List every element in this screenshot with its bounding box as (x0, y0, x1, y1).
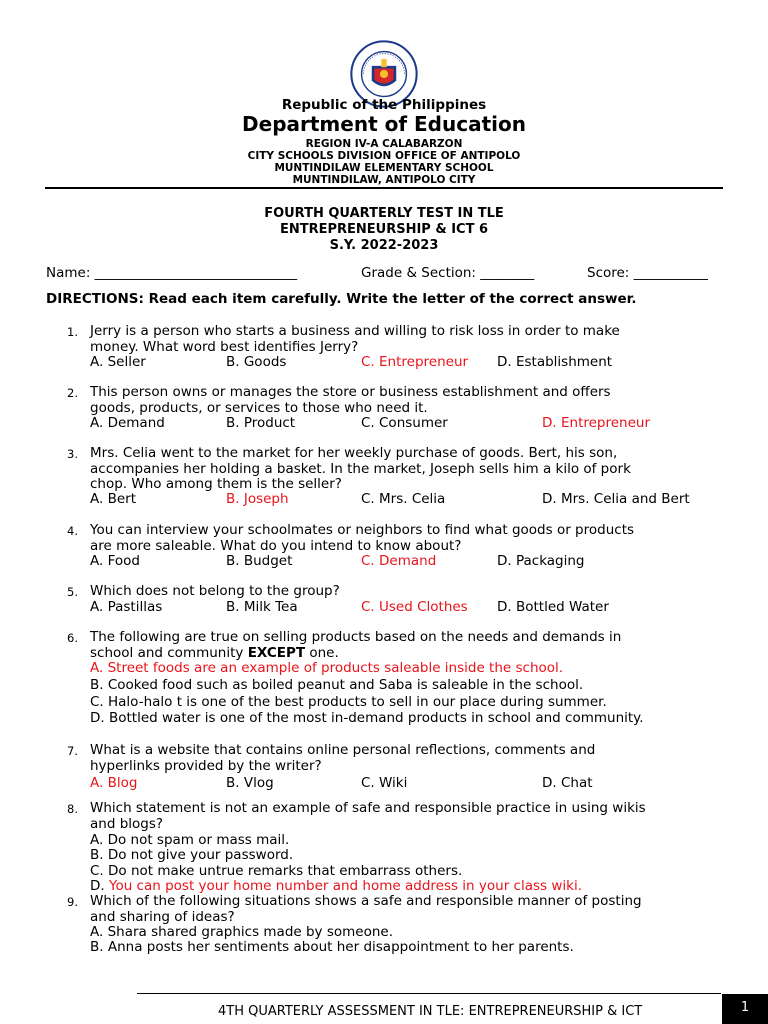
question-text (90, 894, 720, 925)
footer-text: 4TH QUARTERLY ASSESSMENT IN TLE: ENTREPRENEURSHIP & ICT (218, 1004, 643, 1019)
question-number: 9. (67, 895, 78, 909)
option-d: D. Packaging (497, 553, 585, 569)
question-line: money. What word best identifies Jerry? (90, 338, 359, 355)
question-line: This person owns or manages the store or business establishment and offers (90, 384, 611, 400)
option-b: B. Do not give your password. (90, 847, 294, 863)
question-line: chop. Who among them is the seller? (90, 476, 342, 492)
question-text (90, 523, 720, 554)
test-title-line2: ENTREPRENEURSHIP & ICT 6 (279, 222, 489, 237)
option-d: D. Establishment (497, 354, 613, 370)
question-line-part: school and community (90, 644, 248, 661)
option-a-correct: A. Blog (90, 775, 138, 791)
score-field[interactable]: Score: ___________ (587, 265, 708, 281)
option-a: A. Seller (90, 354, 146, 370)
grade-section-field[interactable]: Grade & Section: ________ (361, 265, 535, 281)
question-number: 8. (67, 802, 78, 816)
question-line: and sharing of ideas? (90, 908, 235, 925)
option-c: C. Do not make untrue remarks that embarrass others. (90, 863, 463, 879)
question-number: 1. (67, 325, 78, 339)
option-b: B. Vlog (226, 775, 274, 791)
name-field[interactable]: Name: ______________________________ (46, 265, 298, 281)
region-line: REGION IV-A CALABARZON (305, 138, 463, 150)
question-line (90, 646, 720, 662)
option-c-correct: C. Entrepreneur (361, 354, 469, 370)
test-title-line3: S.Y. 2022-2023 (329, 238, 439, 253)
question-text (90, 324, 720, 355)
option-b: B. Anna posts her sentiments about her disappointment to her parents. (90, 939, 574, 955)
question-line-part: one. (305, 644, 339, 661)
question-text (90, 801, 720, 832)
question-number: 7. (67, 744, 78, 758)
address-line: MUNTINDILAW, ANTIPOLO CITY (292, 174, 476, 186)
directions: DIRECTIONS: Read each item carefully. Write the letter of the correct answer. (46, 291, 637, 307)
question-text (90, 385, 720, 416)
question-number: 2. (67, 386, 78, 400)
question-line: Jerry is a person who starts a business and willing to risk loss in order to make (90, 323, 620, 339)
question-text (90, 630, 720, 661)
division-line: CITY SCHOOLS DIVISION OFFICE OF ANTIPOLO (247, 150, 521, 162)
question-line: What is a website that contains online personal reflections, comments and (90, 742, 596, 758)
option-c: C. Consumer (361, 415, 448, 431)
question-line: Mrs. Celia went to the market for her weekly purchase of goods. Bert, his son, (90, 445, 618, 461)
option-c-correct: C. Used Clothes (361, 599, 468, 615)
question-text (90, 743, 720, 774)
test-title (0, 206, 768, 254)
question-line: You can interview your schoolmates or neighbors to find what goods or products (90, 522, 635, 538)
question-number: 6. (67, 631, 78, 645)
header-divider (45, 187, 723, 189)
option-c: C. Wiki (361, 775, 408, 791)
option-d-correct: D. Entrepreneur (542, 415, 651, 431)
option-a: A. Shara shared graphics made by someone. (90, 924, 393, 940)
test-title-line1: FOURTH QUARTERLY TEST IN TLE (264, 206, 504, 221)
question-line: Which does not belong to the group? (90, 583, 340, 599)
option-a: A. Do not spam or mass mail. (90, 832, 290, 848)
question-number: 3. (67, 447, 78, 461)
question-line: are more saleable. What do you intend to know about? (90, 537, 462, 554)
option-c-correct: C. Demand (361, 553, 437, 569)
republic-heading: Republic of the Philippines (281, 97, 487, 113)
question-line: and blogs? (90, 815, 164, 832)
footer-divider (137, 993, 721, 994)
question-line: accompanies her holding a basket. In the market, Joseph sells him a kilo of pork (90, 460, 631, 477)
option-b: B. Budget (226, 553, 293, 569)
option-d: D. Chat (542, 775, 593, 791)
option-letter: D. (90, 878, 105, 894)
option-b: B. Goods (226, 354, 287, 370)
option-d: D. Bottled water is one of the most in-demand products in school and community. (90, 710, 644, 726)
option-b-correct: B. Joseph (226, 491, 289, 507)
question-text (90, 446, 720, 493)
question-line: goods, products, or services to those who need it. (90, 399, 428, 416)
option-b: B. Cooked food such as boiled peanut and Saba is saleable in the school. (90, 677, 584, 693)
option-d: D. Mrs. Celia and Bert (542, 491, 690, 507)
option-a: A. Pastillas (90, 599, 163, 615)
question-line: hyperlinks provided by the writer? (90, 757, 322, 774)
except-keyword: EXCEPT (247, 644, 306, 661)
option-a-correct: A. Street foods are an example of products saleable inside the school. (90, 660, 564, 676)
question-line: Which of the following situations shows a safe and responsible manner of posting (90, 893, 642, 909)
question-text (90, 584, 720, 600)
option-d: D. Bottled Water (497, 599, 609, 615)
option-c: C. Halo-halo t is one of the best products to sell in our place during summer. (90, 694, 607, 710)
school-line: MUNTINDILAW ELEMENTARY SCHOOL (274, 162, 494, 174)
option-c: C. Mrs. Celia (361, 491, 446, 507)
question-line: The following are true on selling products based on the needs and demands in (90, 629, 622, 645)
option-text: You can post your home number and home address in your class wiki. (108, 878, 583, 894)
question-number: 5. (67, 585, 78, 599)
option-b: B. Product (226, 415, 296, 431)
department-heading: Department of Education (242, 112, 526, 136)
question-line: Which statement is not an example of safe and responsible practice in using wikis (90, 800, 646, 816)
option-a: A. Food (90, 553, 140, 569)
page-number: 1 (722, 994, 768, 1024)
option-a: A. Demand (90, 415, 165, 431)
option-b: B. Milk Tea (226, 599, 298, 615)
option-a: A. Bert (90, 491, 136, 507)
question-number: 4. (67, 524, 78, 538)
